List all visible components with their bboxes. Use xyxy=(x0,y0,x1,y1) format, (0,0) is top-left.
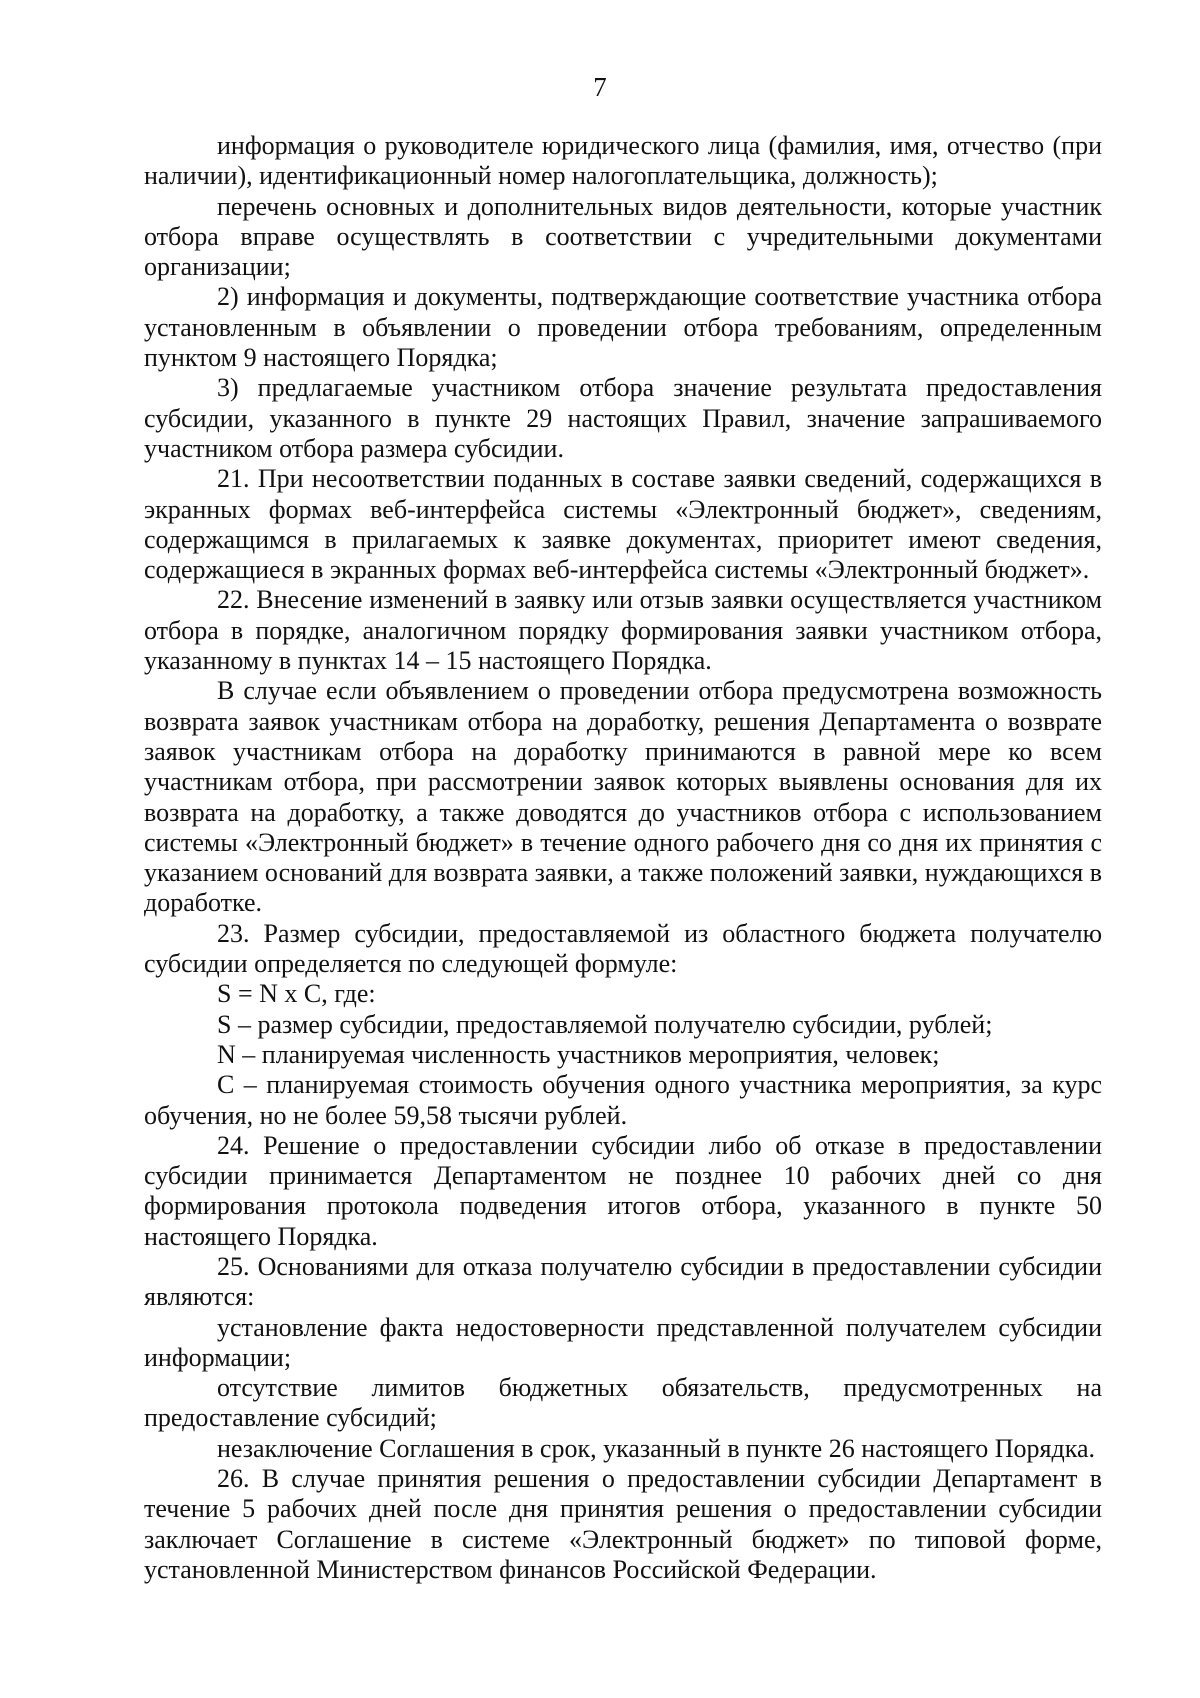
paragraph-refusal-reason-1: установление факта недостоверности представленной получателем субсидии информации; xyxy=(144,1312,1102,1372)
paragraph-clause-24: 24. Решение о предоставлении субсидии либо об отказе в предоставлении субсидии принимается Департаментом не позднее 10 рабочих дней со дня формирования протокола подведения итогов отбора, указанного в пункте 50 настоящего Порядка. xyxy=(144,1130,1102,1251)
document-body xyxy=(144,131,1102,1585)
paragraph-formula: S = N х C, где: xyxy=(217,979,376,1009)
paragraph-formula-s: S – размер субсидии, предоставляемой получателю субсидии, рублей; xyxy=(217,1009,993,1039)
paragraph-return-for-revision: В случае если объявлением о проведении отбора предусмотрена возможность возврата заявок участникам отбора на доработку, решения Департамента о возврате заявок участникам отбора на доработку принимаются в равной мере ко всем участникам отбора, при рассмотрении заявок которых выявлены основания для их возврата на доработку, а также доводятся до участников отбора с использованием системы «Электронный бюджет» в течение одного рабочего дня со дня их принятия с указанием оснований для возврата заявки, а также положений заявки, нуждающихся в доработке. xyxy=(144,676,1102,918)
paragraph-item-3: 3) предлагаемые участником отбора значение результата предоставления субсидии, указанного в пункте 29 настоящих Правил, значение запрашиваемого участником отбора размера субсидии. xyxy=(144,373,1102,463)
paragraph-clause-21: 21. При несоответствии поданных в составе заявки сведений, содержащихся в экранных формах веб-интерфейса системы «Электронный бюджет», сведениям, содержащимся в прилагаемых к заявке документах, приоритет имеют сведения, содержащиеся в экранных формах веб-интерфейса системы «Электронный бюджет». xyxy=(144,464,1102,585)
paragraph-clause-26: 26. В случае принятия решения о предоставлении субсидии Департамент в течение 5 рабочих дней после дня принятия решения о предоставлении субсидии заключает Соглашение в системе «Электронный бюджет» по типовой форме, установленной Министерством финансов Российской Федерации. xyxy=(144,1464,1102,1584)
paragraph-clause-23: 23. Размер субсидии, предоставляемой из областного бюджета получателю субсидии определяется по следующей формуле: xyxy=(144,918,1102,979)
paragraph-activities-list: перечень основных и дополнительных видов деятельности, которые участник отбора вправе осуществлять в соответствии с учредительными документами организации; xyxy=(144,191,1102,282)
page-number: 7 xyxy=(593,72,607,102)
paragraph-director-info: информация о руководителе юридического лица (фамилия, имя, отчество (при наличии), идентификационный номер налогоплательщика, должность); xyxy=(144,131,1102,191)
paragraph-clause-22: 22. Внесение изменений в заявку или отзыв заявки осуществляется участником отбора в порядке, аналогичном порядку формирования заявки участником отбора, указанному в пунктах 14 – 15 настоящего Порядка. xyxy=(144,585,1102,676)
paragraph-refusal-reason-2: отсутствие лимитов бюджетных обязательств, предусмотренных на предоставление субсидий; xyxy=(144,1373,1102,1433)
paragraph-formula-c: C – планируемая стоимость обучения одного участника мероприятия, за курс обучения, но не более 59,58 тысячи рублей. xyxy=(144,1070,1102,1130)
paragraph-item-2: 2) информация и документы, подтверждающие соответствие участника отбора установленным в объявлении о проведении отбора требованиям, определенным пунктом 9 настоящего Порядка; xyxy=(144,282,1102,373)
paragraph-clause-25: 25. Основаниями для отказа получателю субсидии в предоставлении субсидии являются: xyxy=(144,1251,1102,1312)
paragraph-formula-n: N – планируемая численность участников мероприятия, человек; xyxy=(217,1039,940,1069)
paragraph-refusal-reason-3: незаключение Соглашения в срок, указанный в пункте 26 настоящего Порядка. xyxy=(217,1433,1095,1463)
